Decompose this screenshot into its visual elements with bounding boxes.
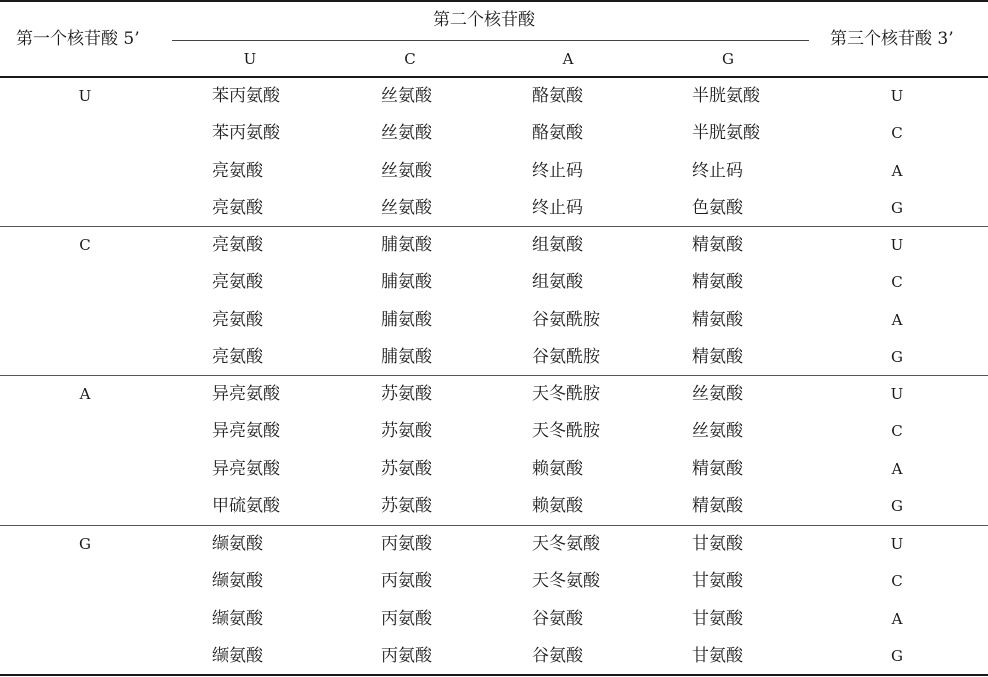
amino-acid-cell-u: 异亮氨酸 [212,458,280,479]
first-nucleotide-a: A [79,385,91,403]
amino-acid-cell-a: 赖氨酸 [532,495,583,516]
amino-acid-cell-c: 丝氨酸 [381,123,432,144]
amino-acid-cell-c: 苏氨酸 [381,458,432,479]
amino-acid-cell-u: 苯丙氨酸 [212,123,280,144]
third-nucleotide-cell: A [891,161,903,180]
group-divider [0,226,988,227]
amino-acid-cell-g: 精氨酸 [692,458,743,479]
group-divider [0,375,988,376]
amino-acid-cell-g: 丝氨酸 [692,421,743,442]
amino-acid-cell-c: 苏氨酸 [381,421,432,442]
amino-acid-cell-c: 脯氨酸 [381,272,432,293]
first-nucleotide-c: C [79,236,91,254]
amino-acid-cell-g: 终止码 [692,160,743,181]
amino-acid-cell-a: 终止码 [532,197,583,218]
amino-acid-cell-a: 天冬酰胺 [532,384,600,404]
amino-acid-cell-u: 亮氨酸 [212,235,263,255]
amino-acid-cell-g: 色氨酸 [692,197,743,218]
second-col-header-u: U [243,50,257,68]
amino-acid-cell-u: 异亮氨酸 [212,384,280,404]
amino-acid-cell-c: 脯氨酸 [381,346,432,367]
third-nucleotide-cell: G [891,496,903,515]
third-nucleotide-cell: U [890,385,904,403]
second-nucleotide-header: 第二个核苷酸 [433,10,535,30]
third-nucleotide-header: 第三个核苷酸 3’ [830,29,954,49]
amino-acid-cell-a: 组氨酸 [532,272,583,293]
amino-acid-cell-g: 甘氨酸 [692,534,743,554]
amino-acid-cell-u: 苯丙氨酸 [212,86,280,106]
second-col-header-c: C [404,50,416,68]
third-nucleotide-cell: G [891,347,903,366]
amino-acid-cell-u: 亮氨酸 [212,160,263,181]
amino-acid-cell-g: 精氨酸 [692,309,743,330]
third-nucleotide-cell: G [891,198,903,217]
amino-acid-cell-a: 谷氨酸 [532,645,583,666]
amino-acid-cell-a: 终止码 [532,160,583,181]
third-nucleotide-cell: U [890,535,904,553]
amino-acid-cell-g: 半胱氨酸 [692,86,760,106]
header-bottom-rule [0,76,988,78]
amino-acid-cell-a: 谷氨酰胺 [532,309,600,330]
amino-acid-cell-c: 脯氨酸 [381,309,432,330]
amino-acid-cell-a: 天冬酰胺 [532,421,600,442]
third-nucleotide-cell: C [891,273,903,292]
amino-acid-cell-u: 缬氨酸 [212,571,263,592]
amino-acid-cell-g: 精氨酸 [692,495,743,516]
amino-acid-cell-u: 亮氨酸 [212,309,263,330]
amino-acid-cell-g: 半胱氨酸 [692,123,760,144]
amino-acid-cell-c: 丝氨酸 [381,86,432,106]
third-nucleotide-cell: C [891,124,903,143]
amino-acid-cell-g: 甘氨酸 [692,571,743,592]
bottom-rule [0,674,988,676]
amino-acid-cell-c: 丝氨酸 [381,197,432,218]
amino-acid-cell-u: 亮氨酸 [212,272,263,293]
amino-acid-cell-a: 天冬氨酸 [532,571,600,592]
amino-acid-cell-a: 天冬氨酸 [532,534,600,554]
amino-acid-cell-a: 组氨酸 [532,235,583,255]
third-nucleotide-cell: U [890,87,904,105]
third-nucleotide-cell: A [891,459,903,478]
second-col-header-a: A [562,50,574,68]
amino-acid-cell-a: 赖氨酸 [532,458,583,479]
amino-acid-cell-a: 酪氨酸 [532,123,583,144]
amino-acid-cell-u: 缬氨酸 [212,534,263,554]
amino-acid-cell-u: 缬氨酸 [212,645,263,666]
amino-acid-cell-c: 苏氨酸 [381,495,432,516]
first-nucleotide-u: U [78,87,92,105]
third-nucleotide-cell: A [891,609,903,628]
amino-acid-cell-g: 甘氨酸 [692,608,743,629]
third-nucleotide-cell: C [891,572,903,591]
third-nucleotide-cell: C [891,422,903,441]
amino-acid-cell-g: 精氨酸 [692,272,743,293]
third-nucleotide-cell: U [890,236,904,254]
amino-acid-cell-g: 丝氨酸 [692,384,743,404]
third-nucleotide-cell: G [891,646,903,665]
amino-acid-cell-a: 酪氨酸 [532,86,583,106]
amino-acid-cell-c: 丝氨酸 [381,160,432,181]
amino-acid-cell-c: 丙氨酸 [381,645,432,666]
amino-acid-cell-u: 亮氨酸 [212,197,263,218]
top-rule [0,0,988,2]
amino-acid-cell-u: 亮氨酸 [212,346,263,367]
amino-acid-cell-c: 苏氨酸 [381,384,432,404]
first-nucleotide-g: G [79,535,91,553]
amino-acid-cell-u: 异亮氨酸 [212,421,280,442]
first-nucleotide-header: 第一个核苷酸 5’ [16,29,140,49]
amino-acid-cell-c: 丙氨酸 [381,608,432,629]
amino-acid-cell-a: 谷氨酸 [532,608,583,629]
amino-acid-cell-a: 谷氨酰胺 [532,346,600,367]
amino-acid-cell-u: 缬氨酸 [212,608,263,629]
amino-acid-cell-u: 甲硫氨酸 [212,495,280,516]
group-divider [0,525,988,526]
amino-acid-cell-g: 甘氨酸 [692,645,743,666]
amino-acid-cell-c: 丙氨酸 [381,571,432,592]
amino-acid-cell-c: 脯氨酸 [381,235,432,255]
amino-acid-cell-g: 精氨酸 [692,346,743,367]
amino-acid-cell-c: 丙氨酸 [381,534,432,554]
amino-acid-cell-g: 精氨酸 [692,235,743,255]
second-col-header-g: G [722,50,734,68]
header-subdivider [172,40,809,41]
third-nucleotide-cell: A [891,310,903,329]
